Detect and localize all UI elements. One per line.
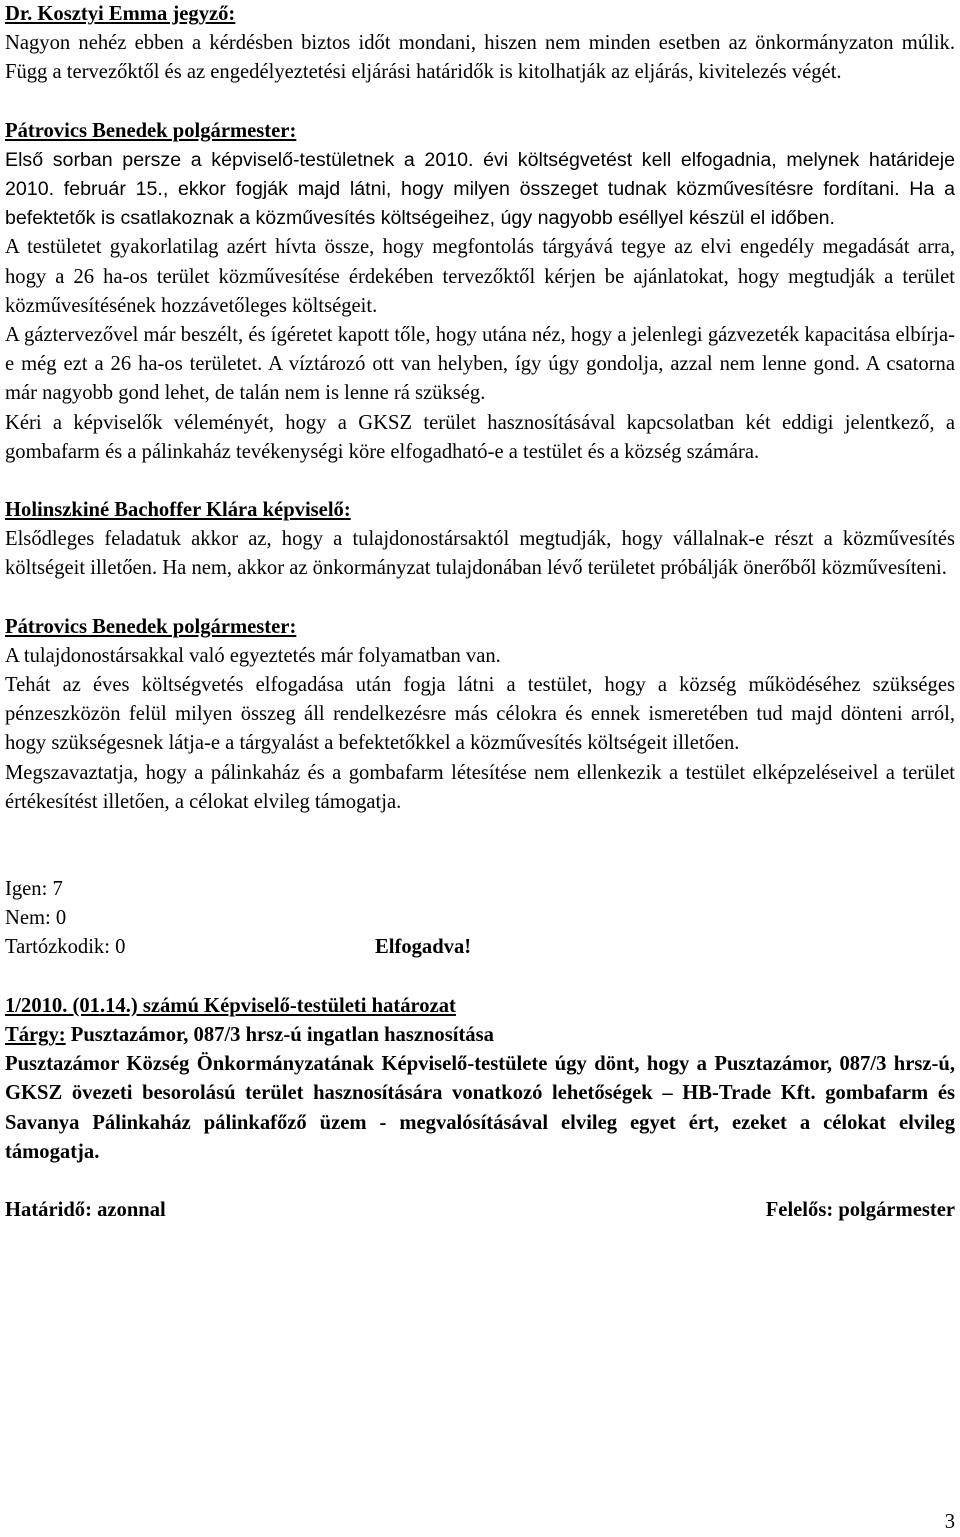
resolution-body: Pusztazámor Község Önkormányzatának Képviselő-testülete úgy dönt, hogy a Pusztazámor, 087/3 hrsz-ú, GKSZ övezeti besorolású terület hasznosítására vonatkozó lehetőségek – HB-Trade Kft. gombafarm és Savanya Pálinkaház pálinkafőző üzem - megvalósításával elvileg egyet ért, ezeket a célokat elvileg támogatja. <box>5 1053 955 1163</box>
speech-paragraph: Tehát az éves költségvetés elfogadása után fogja látni a testület, hogy a község működéséhez szükséges pénzeszközön felül milyen összeg áll rendelkezésre más célokra és ennek ismeretében tud majd dönteni arról, hogy szükségesnek látja-e a tárgyalást a befektetőkkel a közművesítés költségeit illetően. <box>5 674 955 755</box>
resolution-subject: Pusztazámor, 087/3 hrsz-ú ingatlan hasznosítása <box>65 1023 494 1046</box>
speaker-heading: Pátrovics Benedek polgármester: <box>5 615 297 638</box>
speech-paragraph: A gáztervezővel már beszélt, és ígéretet kapott tőle, hogy utána néz, hogy a jelenlegi gázvezeték kapacitása elbírja-e még ezt a 26 ha-os területet. A víztározó ott van helyben, így úgy gondolja, azzal nem lenne gond. A csatorna már nagyobb gond lehet, de talán nem is lenne rá szükség. <box>5 324 955 405</box>
resolution-subject-label: Tárgy: <box>5 1023 66 1046</box>
speech-paragraph: A tulajdonostársakkal való egyeztetés már folyamatban van. <box>5 644 501 667</box>
resolution-subject-line <box>5 1021 955 1050</box>
speech-paragraph: Kéri a képviselők véleményét, hogy a GKSZ terület hasznosításával kapcsolatban két eddigi jelentkező, a gombafarm és a pálinkaház tevékenységi köre elfogadható-e a testület és a község számára. <box>5 411 955 463</box>
speaker-heading: Dr. Kosztyi Emma jegyző: <box>5 3 236 25</box>
vote-abstain: Tartózkodik: 0 <box>5 936 126 959</box>
vote-yes: Igen: 7 <box>5 878 63 901</box>
speech-paragraph: A testületet gyakorlatilag azért hívta össze, hogy megfontolás tárgyává tegye az elvi engedély megadását arra, hogy a 26 ha-os terület közművesítése érdekében tervezőktől kérjen be ajánlatokat, hogy megtudják a terület közművesítésének hozzávetőleges költségeit. <box>5 236 955 317</box>
speaker-heading: Pátrovics Benedek polgármester: <box>5 119 297 142</box>
page-number: 3 <box>944 1511 955 1533</box>
speech-paragraph: Elsődleges feladatuk akkor az, hogy a tulajdonostársaktól megtudják, hogy vállalnak-e részt a közművesítés költségeit illetően. Ha nem, akkor az önkormányzat tulajdonában lévő területet próbálják önerőből közművesíteni. <box>5 528 955 580</box>
vote-result: Elfogadva! <box>375 936 472 959</box>
resolution-footer <box>5 1196 955 1225</box>
speaker-heading: Holinszkiné Bachoffer Klára képviselő: <box>5 499 351 522</box>
resolution-number: 1/2010. (01.14.) számú Képviselő-testületi határozat <box>5 994 456 1017</box>
vote-abstain-row <box>5 933 955 962</box>
speech-paragraph: Első sorban persze a képviselő-testületnek a 2010. évi költségvetést kell elfogadnia, melynek határideje 2010. február 15., ekkor fogják majd látni, hogy milyen összeget tudnak közművesítésre fordítani. Ha a befektetők is csatlakoznak a közművesítés költségeihez, úgy nagyobb eséllyel készül el időben. <box>5 148 955 230</box>
speech-paragraph: Megszavaztatja, hogy a pálinkaház és a gombafarm létesítése nem ellenkezik a testület elképzeléseivel a terület értékesítést illetően, a célokat elvileg támogatja. <box>5 761 955 813</box>
resolution-responsible: Felelős: polgármester <box>765 1198 955 1221</box>
resolution-deadline: Határidő: azonnal <box>5 1198 166 1221</box>
document-page <box>5 0 955 1225</box>
speech-paragraph: Nagyon nehéz ebben a kérdésben biztos időt mondani, hiszen nem minden esetben az önkormányzaton múlik. Függ a tervezőktől és az engedélyeztetési eljárási határidők is kitolhatják az eljárás, kivitelezés végét. <box>5 32 955 84</box>
vote-no: Nem: 0 <box>5 907 67 930</box>
